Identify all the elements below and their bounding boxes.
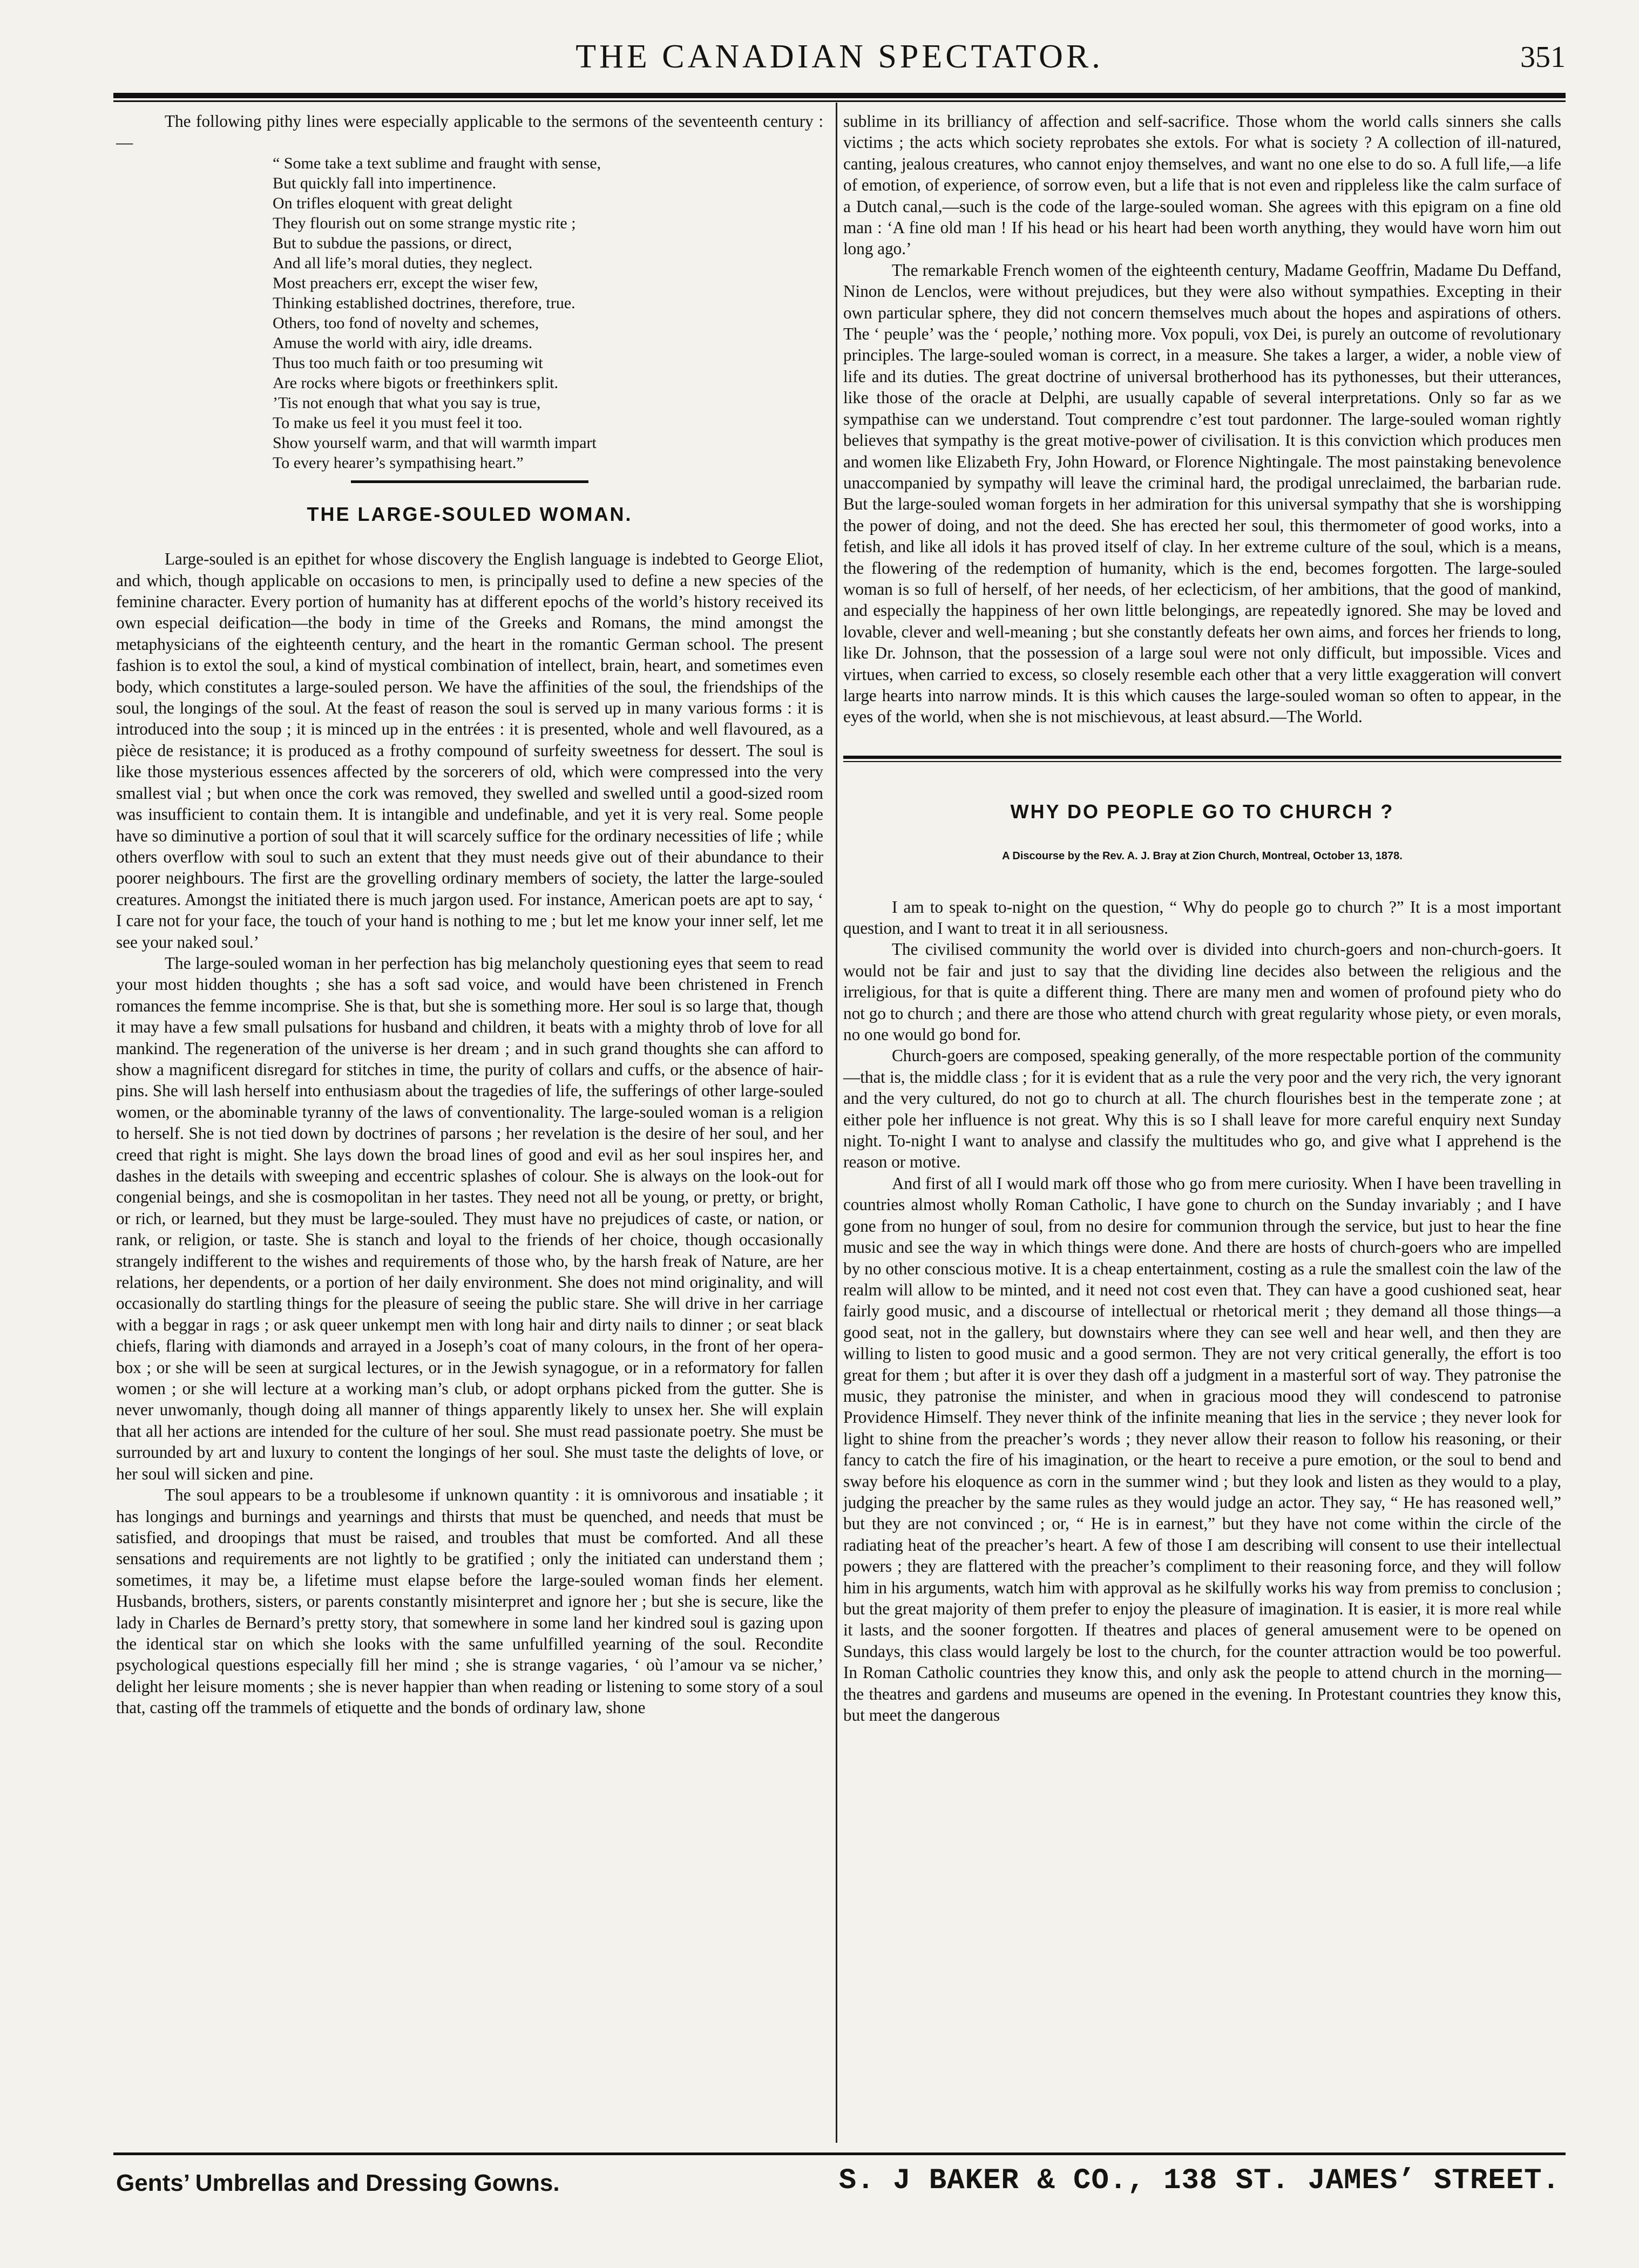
page-number: 351	[1520, 40, 1566, 74]
article-paragraph: The large-souled woman in her perfection has big melancholy questioning eyes that seem to read your most hidden thoughts ; she has a soft sad voice, and would have been christened in French romances the femme incomprise. She is that, but she is something more. Her soul is so large that, though it may have a few small pulsations for husband and children, it beats with a mighty throb of love for all mankind. The regeneration of the universe is her dream ; and in such grand thoughts she can afford to show a magnificent disregard for stitches in time, the purity of collars and cuffs, or the absence of hair-pins. She will lash herself into enthusiasm about the tragedies of life, the sufferings of other large-souled women, or the abominable tyranny of the laws of conventionality. The large-souled woman is a religion to herself. She is not tied down by doctrines of parsons ; her revelation is the desire of her soul, and her creed that right is might. She lays down the broad lines of good and evil as her soul inspires her, and dashes in the details with sweeping and eccentric splashes of colour. She is always on the look-out for congenial beings, and she is cosmopolitan in her tastes. They need not all be young, or pretty, or bright, or rich, or learned, but they must be large-souled. They must have no prejudices of caste, or nation, or rank, or religion, or taste. She is stanch and loyal to the friends of her choice, though occasionally strangely indifferent to the wishes and requirements of those who, by the harsh freak of Nature, are her relations, her dependents, or a portion of her daily environment. She does not mind originality, and will occasionally do startling things for the pleasure of seeing the public stare. She will drive in her carriage with a beggar in rags ; or ask queer unkempt men with long hair and dirty nails to dinner ; or seat black chiefs, flaring with diamonds and arrayed in a Joseph’s coat of many colours, in the front of her opera-box ; or she will be seen at surgical lectures, or in the Jewish synagogue, or in a reformatory for fallen women ; or she will lecture at a working man’s club, or adopt orphans picked from the gutter. She is never unwomanly, though doing all manner of things apparently likely to unsex her. She will explain that all her actions are intended for the culture of her soul. She must read passionate poetry. She must be surrounded by art and luxury to content the longings of her soul. She must taste the delights of love, or her soul will sicken and pine.	[116, 953, 823, 1483]
verse-line: On trifles eloquent with great delight	[273, 194, 513, 212]
intro-paragraph: The following pithy lines were especially applicable to the sermons of the seventeenth century :—	[116, 112, 823, 152]
verse-line: But to subdue the passions, or direct,	[273, 234, 512, 252]
verse-line: Show yourself warm, and that will warmth impart	[273, 433, 597, 452]
verse-line: Thinking established doctrines, therefore, true.	[273, 294, 575, 312]
article-paragraph: And first of all I would mark off those who go from mere curiosity. When I have been travelling in countries almost wholly Roman Catholic, I have gone to church on the Sunday invariably ; and I have gone from no hunger of soul, from no desire for communion through the service, but just to hear the fine music and see the way in which things were done. And there are hosts of church-goers who are impelled by no other conscious motive. It is a cheap entertainment, costing as a rule the smallest coin the law of the realm will allow to be minted, and it need not cost even that. They can have a good cushioned seat, hear fairly good music, and a discourse of intellectual or rhetorical merit ; they demand all those things—a good seat, not in the gallery, but downstairs where they can see well and hear well, and then they are willing to listen to good music and a good sermon. They are not very critical generally, the effort is too great for them ; but after it is over they dash off a judgment in a masterful sort of way. They patronise the music, they patronise the minister, and when in gracious mood they will condescend to patronise Providence Himself. They never think of the infinite meaning that lies in the service ; they never look for light to shine from the preacher’s words ; they never allow their reason to follow his reasoning, or their fancy to catch the fire of his imagination, or the heart to receive a pure emotion, or the soul to bend and sway before his eloquence as corn in the summer wind ; but they look and listen as they would to a play, judging the preacher by the same rules as they would judge an actor. They say, “ He has reasoned well,” but they are not convinced ; or, “ He is in earnest,” but they have not come within the circle of the radiating heat of the preacher’s heart. A few of those I am describing will consent to use their intellectual powers ; they are flattered with the preacher’s compliment to their reasoning force, and they will follow him in his arguments, watch him with approval as he skilfully works his way from premiss to conclusion ; but the great majority of them prefer to enjoy the pleasure of imagination. It is easier, it is more real while it lasts, and the sooner forgotten. If theatres and places of general amusement were to be opened on Sundays, this class would largely be lost to the church, for the counter attraction would be too powerful. In Roman Catholic countries they know this, and only ask the people to attend church in the morning—the theatres and gardens and museums are opened in the evening. In Protestant countries they know this, but meet the dangerous	[843, 1173, 1561, 1725]
left-column	[116, 111, 823, 1719]
article-paragraph: Large-souled is an epithet for whose discovery the English language is indebted to George Eliot, and which, though applicable on occasions to men, is principally used to define a new species of the feminine character. Every portion of humanity has at different epochs of the world’s history received its own especial deification—the body in time of the Greeks and Romans, the mind amongst the metaphysicians of the eighteenth century, and the heart in the romantic German school. The present fashion is to extol the soul, a kind of mystical combination of intellect, brain, heart, and sometimes even body, which constitutes a large-souled person. We have the affinities of the soul, the friendships of the soul, the longings of the soul. At the feast of reason the soul is served up in many various forms : it is introduced into the soup ; it is minced up in the entrées : it is presented, whole and well flavoured, as a pièce de resistance; it is produced as a frothy compound of surfeity sweetness for dessert. The soul is like those mysterious essences affected by the sorcerers of old, which were compressed into the very smallest vial ; but when once the cork was removed, they swelled and swelled until a good-sized room was insufficient to contain them. It is intangible and undefinable, and yet it is very real. Some people have so diminutive a portion of soul that it will scarcely suffice for the ordinary necessities of life ; while others overflow with soul to such an extent that they must needs give out of their abundance to their poorer neighbours. The first are the grovelling ordinary members of society, the latter the large-souled creatures. Amongst the initiated there is much jargon used. For instance, American poets are apt to say, ‘ I care not for your face, the touch of your hand is nothing to me ; but let me know your inner self, let me see your naked soul.’	[116, 549, 823, 952]
footer-ad-right: S. J BAKER & CO., 138 ST. JAMES’ STREET.	[838, 2164, 1560, 2197]
article-paragraph: The civilised community the world over is divided into church-goers and non-church-goers. It would not be fair and just to say that the dividing line decides also between the religious and the irreligious, for that is quite a different thing. There are many men and women of profound piety who do not go to church ; and there are those who attend church with great regularity whose piety, or even morals, no one would go bond for.	[843, 940, 1561, 1044]
verse-block	[116, 153, 823, 473]
header-rule-thick	[113, 93, 1566, 98]
footer-ad-left: Gents’ Umbrellas and Dressing Gowns.	[116, 2170, 560, 2196]
verse-line: To every hearer’s sympathising heart.”	[273, 453, 524, 472]
header-rule-thin	[113, 100, 1566, 102]
verse-line: Most preachers err, except the wiser few,	[273, 274, 538, 292]
article-subtitle: A Discourse by the Rev. A. J. Bray at Zion Church, Montreal, October 13, 1878.	[1002, 850, 1403, 863]
verse-line: Others, too fond of novelty and schemes,	[273, 314, 539, 332]
article-title: THE LARGE-SOULED WOMAN.	[307, 503, 633, 525]
verse-line: Are rocks where bigots or freethinkers split.	[273, 374, 559, 392]
verse-line: They flourish out on some strange mystic rite ;	[273, 214, 576, 232]
verse-line: And all life’s moral duties, they neglect.	[273, 254, 533, 272]
verse-line: Amuse the world with airy, idle dreams.	[273, 334, 533, 352]
article-paragraph: sublime in its brilliancy of affection and self-sacrifice. Those whom the world calls sinners she calls victims ; the acts which society reprobates she extols. For what is society ? A collection of ill-natured, canting, jealous creatures, who cannot enjoy themselves, and want no one else to do so. A full life,—a life of emotion, of experience, of sorrow even, but a life that is not even and rippleless like the calm surface of a Dutch canal,—such is the code of the large-souled woman. She agrees with this epigram on a fine old man : ‘A fine old man ! If his head or his heart had been worth anything, they would have worn him out long ago.’	[843, 112, 1561, 259]
section-rule	[843, 756, 1561, 759]
publication-title: THE CANADIAN SPECTATOR.	[575, 38, 1103, 75]
verse-line: “ Some take a text sublime and fraught with sense,	[273, 154, 601, 172]
verse-line: But quickly fall into impertinence.	[273, 174, 497, 192]
page-header	[113, 32, 1566, 92]
section-rule-thin	[843, 761, 1561, 762]
article-paragraph: I am to speak to-night on the question, “ Why do people go to church ?” It is a most important question, and I want to treat it in all seriousness.	[843, 897, 1561, 938]
verse-line: ’Tis not enough that what you say is true,	[273, 393, 541, 412]
article-title: WHY DO PEOPLE GO TO CHURCH ?	[1010, 800, 1394, 823]
section-rule	[351, 480, 588, 483]
article-paragraph: The soul appears to be a troublesome if unknown quantity : it is omnivorous and insatiable ; it has longings and burnings and yearnings and thirsts that must be quenched, and needs that must be satisfied, and droopings that must be raised, and troubles that must be comforted. And all these sensations and requirements are not lightly to be gratified ; only the initiated can understand them ; sometimes, it may be, a lifetime must elapse before the large-souled woman finds her element. Husbands, brothers, sisters, or parents constantly misinterpret and ignore her ; but she is secure, like the lady in Charles de Bernard’s pretty story, that somewhere in some land her kindred soul is gazing upon the identical star on which she looks with the same unfulfilled yearning of the soul. Recondite psychological questions especially fill her mind ; she is strange vagaries, ‘ où l’amour va se nicher,’ delight her leisure moments ; she is never happier than when reading or listening to some story of a soul that, casting off the trammels of etiquette and the bonds of ordinary law, shone	[116, 1485, 823, 1717]
column-divider	[836, 103, 837, 2143]
advertisement-footer	[113, 2164, 1566, 2208]
right-column	[843, 111, 1561, 1726]
verse-line: Thus too much faith or too presuming wit	[273, 354, 543, 372]
verse-line: To make us feel it you must feel it too.	[273, 413, 523, 432]
article-paragraph: Church-goers are composed, speaking generally, of the more respectable portion of the community—that is, the middle class ; for it is evident that as a rule the very poor and the very rich, the very ignorant and the very cultured, do not go to church at all. The church flourishes best in the temperate zone ; at either pole her influence is not great. Why this is so I shall leave for more careful enquiry next Sunday night. To-night I want to analyse and classify the multitudes who go, and give what I apprehend is the reason or motive.	[843, 1046, 1561, 1172]
article-paragraph: The remarkable French women of the eighteenth century, Madame Geoffrin, Madame Du Deffand, Ninon de Lenclos, were without prejudices, but they were also without sympathies. Excepting in their own particular sphere, they did not concern themselves much about the hopes and aspirations of others. The ‘ peuple’ was the ‘ people,’ nothing more. Vox populi, vox Dei, is purely an outcome of revolutionary principles. The large-souled woman is correct, in a measure. She takes a larger, a wider, a noble view of life and its duties. The great doctrine of universal brotherhood has its pythonesses, but their utterances, like those of the oracle at Delphi, are usually capable of several interpretations. Only so far as we sympathise can we understand. Tout comprendre c’est tout pardonner. The large-souled woman rightly believes that sympathy is the great motive-power of civilisation. It is this conviction which produces men and women like Elizabeth Fry, John Howard, or Florence Nightingale. The most painstaking benevolence unaccompanied by sympathy will leave the criminal hard, the prodigal unreclaimed, the barbarian rude. But the large-souled woman forgets in her admiration for this universal sympathy that she is worshipping the power of doing, and not the deed. She has erected her soul, this thermometer of good works, into a fetish, and like all idols it has proved itself of clay. In her extreme culture of the soul, which is a means, the flowering of the redemption of humanity, which is the end, becomes forgotten. The large-souled woman is so full of herself, of her needs, of her eclecticism, of her ambitions, that the good of mankind, and especially the happiness of her own little belongings, are repeatedly ignored. She may be loved and lovable, clever and well-meaning ; but she constantly defeats her own aims, and forces her friends to long, like Dr. Johnson, that the possession of a large soul were not only difficult, but impossible. Vices and virtues, when carried to excess, so closely resemble each other that a very little exaggeration will convert large hearts into narrow minds. It is this which causes the large-souled woman so often to appear, in the eyes of the world, when she is not mischievous, at least absurd.—The World.	[843, 260, 1561, 726]
footer-rule	[113, 2152, 1566, 2155]
